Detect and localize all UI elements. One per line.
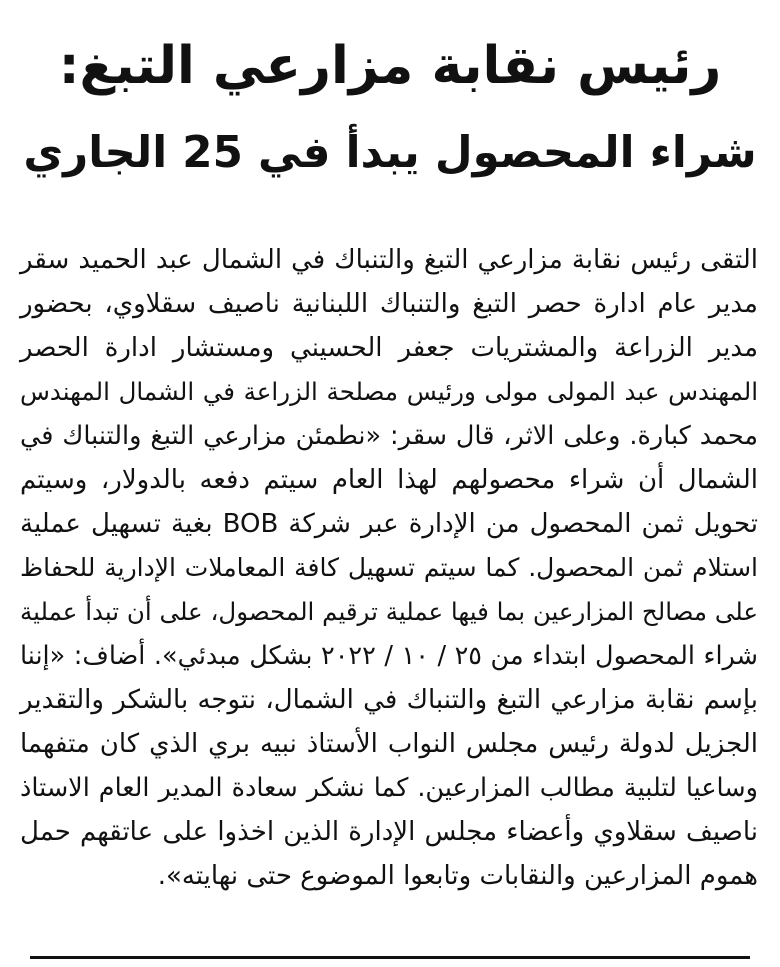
body-line: محمد كبارة. وعلى الاثر، قال سقر: «نطمئن مزارعي التبغ والتنباك في — [20, 421, 758, 451]
body-line: شراء المحصول ابتداء من ٢٥ / ١٠ / ٢٠٢٢ بشكل مبدئي». أضاف: «إننا — [20, 641, 758, 671]
body-line: ناصيف سقلاوي وأعضاء مجلس الإدارة الذين اخذوا على عاتقهم حمل — [20, 817, 758, 847]
body-line: استلام ثمن المحصول. كما سيتم تسهيل كافة المعاملات الإدارية للحفاظ — [20, 553, 758, 582]
body-line: الشمال أن شراء محصولهم لهذا العام سيتم دفعه بالدولار، وسيتم — [20, 465, 758, 495]
headline-line-2: شراء المحصول يبدأ في 25 الجاري — [23, 128, 757, 178]
body-line: الجزيل لدولة رئيس مجلس النواب الأستاذ نبيه بري الذي كان متفهما — [20, 729, 758, 759]
body-line: وساعيا لتلبية مطالب المزارعين. كما نشكر سعادة المدير العام الاستاذ — [20, 773, 758, 803]
body-line: التقى رئيس نقابة مزارعي التبغ والتنباك في الشمال عبد الحميد سقر — [20, 245, 758, 275]
body-line: تحويل ثمن المحصول من الإدارة عبر شركة BOB بغية تسهيل عملية — [20, 509, 759, 539]
body-line: بإسم نقابة مزارعي التبغ والتنباك في الشمال، نتوجه بالشكر والتقدير — [20, 685, 758, 715]
body-line: مدير عام ادارة حصر التبغ والتنباك اللبنانية ناصيف سقلاوي، بحضور — [20, 289, 758, 319]
body-line: مدير الزراعة والمشتريات جعفر الحسيني ومستشار ادارة الحصر — [20, 333, 758, 363]
headline-line-1: رئيس نقابة مزارعي التبغ: — [58, 36, 722, 96]
body-line: المهندس عبد المولى مولى ورئيس مصلحة الزراعة في الشمال المهندس — [20, 377, 758, 406]
body-line: على مصالح المزارعين بما فيها عملية ترقيم المحصول، على أن تبدأ عملية — [20, 597, 758, 626]
body-line: هموم المزارعين والنقابات وتابعوا الموضوع حتى نهايته». — [157, 861, 758, 891]
bottom-divider — [30, 956, 750, 959]
